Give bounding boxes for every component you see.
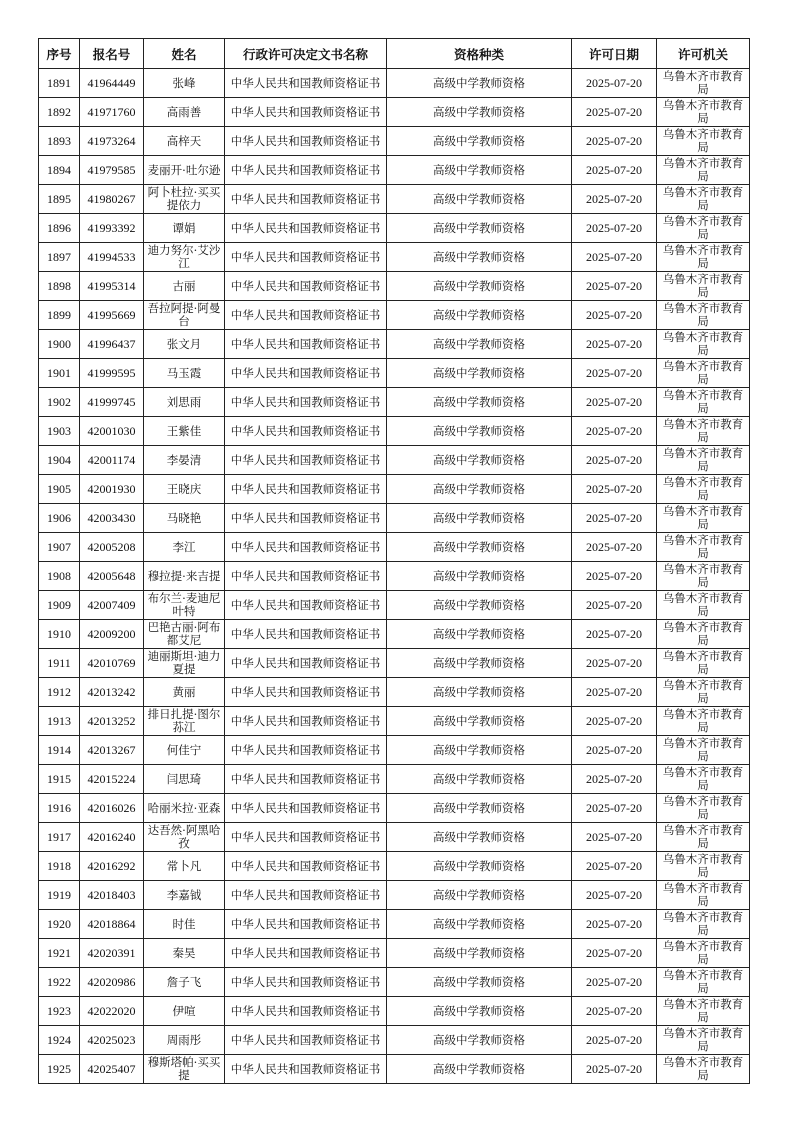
header-name: 姓名: [144, 39, 225, 69]
cell-index: 1920: [39, 910, 80, 939]
cell-index: 1905: [39, 475, 80, 504]
cell-license-authority: 乌鲁木齐市教育局: [657, 301, 750, 330]
cell-license-authority: 乌鲁木齐市教育局: [657, 649, 750, 678]
cell-index: 1900: [39, 330, 80, 359]
header-qualification-type: 资格种类: [387, 39, 572, 69]
cell-registration-number: 41973264: [80, 127, 144, 156]
cell-registration-number: 42007409: [80, 591, 144, 620]
cell-name: 周雨彤: [144, 1026, 225, 1055]
cell-qualification-type: 高级中学教师资格: [387, 185, 572, 214]
cell-qualification-type: 高级中学教师资格: [387, 620, 572, 649]
cell-license-date: 2025-07-20: [572, 243, 657, 272]
cell-license-authority: 乌鲁木齐市教育局: [657, 69, 750, 98]
cell-index: 1908: [39, 562, 80, 591]
cell-qualification-type: 高级中学教师资格: [387, 301, 572, 330]
table-body: [39, 69, 750, 1084]
cell-index: 1914: [39, 736, 80, 765]
table-header-row: [39, 39, 750, 69]
cell-name: 伊喧: [144, 997, 225, 1026]
cell-qualification-type: 高级中学教师资格: [387, 881, 572, 910]
cell-index: 1892: [39, 98, 80, 127]
cell-name: 巴艳古丽·阿布都艾尼: [144, 620, 225, 649]
cell-license-date: 2025-07-20: [572, 910, 657, 939]
cell-license-date: 2025-07-20: [572, 185, 657, 214]
table-row: [39, 707, 750, 736]
cell-name: 谭娟: [144, 214, 225, 243]
cell-index: 1911: [39, 649, 80, 678]
cell-license-date: 2025-07-20: [572, 446, 657, 475]
cell-index: 1899: [39, 301, 80, 330]
cell-index: 1921: [39, 939, 80, 968]
cell-qualification-type: 高级中学教师资格: [387, 997, 572, 1026]
cell-license-date: 2025-07-20: [572, 968, 657, 997]
table-row: [39, 939, 750, 968]
cell-registration-number: 42018864: [80, 910, 144, 939]
cell-qualification-type: 高级中学教师资格: [387, 1055, 572, 1084]
table-row: [39, 852, 750, 881]
cell-document-name: 中华人民共和国教师资格证书: [225, 446, 387, 475]
cell-license-date: 2025-07-20: [572, 156, 657, 185]
table-row: [39, 504, 750, 533]
cell-qualification-type: 高级中学教师资格: [387, 69, 572, 98]
cell-qualification-type: 高级中学教师资格: [387, 852, 572, 881]
cell-name: 王晓庆: [144, 475, 225, 504]
table-row: [39, 533, 750, 562]
cell-license-date: 2025-07-20: [572, 330, 657, 359]
cell-license-authority: 乌鲁木齐市教育局: [657, 765, 750, 794]
cell-document-name: 中华人民共和国教师资格证书: [225, 417, 387, 446]
table-row: [39, 794, 750, 823]
cell-index: 1910: [39, 620, 80, 649]
cell-qualification-type: 高级中学教师资格: [387, 446, 572, 475]
table-row: [39, 127, 750, 156]
cell-qualification-type: 高级中学教师资格: [387, 475, 572, 504]
cell-registration-number: 41995669: [80, 301, 144, 330]
cell-license-authority: 乌鲁木齐市教育局: [657, 156, 750, 185]
cell-name: 迪力努尔·艾沙江: [144, 243, 225, 272]
cell-document-name: 中华人民共和国教师资格证书: [225, 1055, 387, 1084]
cell-index: 1923: [39, 997, 80, 1026]
cell-document-name: 中华人民共和国教师资格证书: [225, 359, 387, 388]
cell-index: 1893: [39, 127, 80, 156]
table-row: [39, 678, 750, 707]
table-row: [39, 968, 750, 997]
cell-document-name: 中华人民共和国教师资格证书: [225, 214, 387, 243]
table-row: [39, 881, 750, 910]
cell-document-name: 中华人民共和国教师资格证书: [225, 852, 387, 881]
cell-license-date: 2025-07-20: [572, 214, 657, 243]
cell-registration-number: 41980267: [80, 185, 144, 214]
cell-index: 1922: [39, 968, 80, 997]
cell-document-name: 中华人民共和国教师资格证书: [225, 997, 387, 1026]
cell-index: 1898: [39, 272, 80, 301]
cell-document-name: 中华人民共和国教师资格证书: [225, 475, 387, 504]
cell-qualification-type: 高级中学教师资格: [387, 272, 572, 301]
cell-registration-number: 41999745: [80, 388, 144, 417]
cell-name: 马玉霞: [144, 359, 225, 388]
cell-qualification-type: 高级中学教师资格: [387, 504, 572, 533]
cell-license-authority: 乌鲁木齐市教育局: [657, 562, 750, 591]
cell-document-name: 中华人民共和国教师资格证书: [225, 794, 387, 823]
cell-license-date: 2025-07-20: [572, 678, 657, 707]
cell-license-date: 2025-07-20: [572, 707, 657, 736]
cell-document-name: 中华人民共和国教师资格证书: [225, 301, 387, 330]
cell-registration-number: 42013242: [80, 678, 144, 707]
cell-document-name: 中华人民共和国教师资格证书: [225, 939, 387, 968]
cell-document-name: 中华人民共和国教师资格证书: [225, 620, 387, 649]
table-row: [39, 359, 750, 388]
cell-registration-number: 42025023: [80, 1026, 144, 1055]
cell-qualification-type: 高级中学教师资格: [387, 98, 572, 127]
cell-registration-number: 42025407: [80, 1055, 144, 1084]
table-row: [39, 591, 750, 620]
cell-document-name: 中华人民共和国教师资格证书: [225, 678, 387, 707]
cell-index: 1894: [39, 156, 80, 185]
cell-registration-number: 41999595: [80, 359, 144, 388]
cell-license-date: 2025-07-20: [572, 98, 657, 127]
cell-name: 秦昊: [144, 939, 225, 968]
cell-license-date: 2025-07-20: [572, 127, 657, 156]
cell-registration-number: 42016240: [80, 823, 144, 852]
cell-name: 布尔兰·麦迪尼叶特: [144, 591, 225, 620]
table-row: [39, 446, 750, 475]
cell-document-name: 中华人民共和国教师资格证书: [225, 591, 387, 620]
cell-license-authority: 乌鲁木齐市教育局: [657, 707, 750, 736]
cell-qualification-type: 高级中学教师资格: [387, 765, 572, 794]
cell-index: 1916: [39, 794, 80, 823]
cell-license-date: 2025-07-20: [572, 794, 657, 823]
cell-index: 1902: [39, 388, 80, 417]
cell-license-authority: 乌鲁木齐市教育局: [657, 330, 750, 359]
cell-license-authority: 乌鲁木齐市教育局: [657, 823, 750, 852]
cell-license-authority: 乌鲁木齐市教育局: [657, 272, 750, 301]
cell-index: 1913: [39, 707, 80, 736]
cell-name: 哈丽米拉·亚森: [144, 794, 225, 823]
cell-license-date: 2025-07-20: [572, 939, 657, 968]
table-row: [39, 156, 750, 185]
cell-document-name: 中华人民共和国教师资格证书: [225, 765, 387, 794]
cell-registration-number: 41996437: [80, 330, 144, 359]
cell-license-date: 2025-07-20: [572, 562, 657, 591]
cell-name: 麦丽开·吐尔逊: [144, 156, 225, 185]
cell-license-date: 2025-07-20: [572, 852, 657, 881]
table-row: [39, 388, 750, 417]
cell-qualification-type: 高级中学教师资格: [387, 533, 572, 562]
cell-registration-number: 42016026: [80, 794, 144, 823]
cell-index: 1909: [39, 591, 80, 620]
cell-registration-number: 42005208: [80, 533, 144, 562]
cell-document-name: 中华人民共和国教师资格证书: [225, 823, 387, 852]
cell-document-name: 中华人民共和国教师资格证书: [225, 707, 387, 736]
cell-document-name: 中华人民共和国教师资格证书: [225, 185, 387, 214]
cell-license-authority: 乌鲁木齐市教育局: [657, 446, 750, 475]
cell-registration-number: 41994533: [80, 243, 144, 272]
cell-registration-number: 41979585: [80, 156, 144, 185]
cell-index: 1903: [39, 417, 80, 446]
cell-qualification-type: 高级中学教师资格: [387, 736, 572, 765]
cell-license-date: 2025-07-20: [572, 417, 657, 446]
cell-license-date: 2025-07-20: [572, 823, 657, 852]
cell-qualification-type: 高级中学教师资格: [387, 330, 572, 359]
cell-name: 李江: [144, 533, 225, 562]
cell-registration-number: 42005648: [80, 562, 144, 591]
cell-license-date: 2025-07-20: [572, 504, 657, 533]
cell-index: 1912: [39, 678, 80, 707]
table-row: [39, 1026, 750, 1055]
cell-license-date: 2025-07-20: [572, 388, 657, 417]
cell-qualification-type: 高级中学教师资格: [387, 388, 572, 417]
cell-name: 詹子飞: [144, 968, 225, 997]
cell-registration-number: 41971760: [80, 98, 144, 127]
cell-index: 1906: [39, 504, 80, 533]
table-row: [39, 69, 750, 98]
cell-registration-number: 41995314: [80, 272, 144, 301]
cell-license-authority: 乌鲁木齐市教育局: [657, 127, 750, 156]
cell-registration-number: 42018403: [80, 881, 144, 910]
cell-name: 常卜凡: [144, 852, 225, 881]
cell-name: 张文月: [144, 330, 225, 359]
table-row: [39, 1055, 750, 1084]
cell-name: 高梓天: [144, 127, 225, 156]
cell-license-authority: 乌鲁木齐市教育局: [657, 910, 750, 939]
cell-index: 1901: [39, 359, 80, 388]
cell-license-authority: 乌鲁木齐市教育局: [657, 997, 750, 1026]
cell-qualification-type: 高级中学教师资格: [387, 707, 572, 736]
cell-registration-number: 42001930: [80, 475, 144, 504]
cell-license-date: 2025-07-20: [572, 533, 657, 562]
header-index: 序号: [39, 39, 80, 69]
cell-license-authority: 乌鲁木齐市教育局: [657, 475, 750, 504]
cell-name: 排日扎提·图尔荪江: [144, 707, 225, 736]
license-table: [38, 38, 750, 1084]
cell-document-name: 中华人民共和国教师资格证书: [225, 69, 387, 98]
cell-license-date: 2025-07-20: [572, 475, 657, 504]
cell-name: 闫思琦: [144, 765, 225, 794]
cell-qualification-type: 高级中学教师资格: [387, 127, 572, 156]
cell-license-date: 2025-07-20: [572, 1026, 657, 1055]
table-row: [39, 98, 750, 127]
cell-license-authority: 乌鲁木齐市教育局: [657, 359, 750, 388]
cell-registration-number: 41964449: [80, 69, 144, 98]
cell-name: 王紫佳: [144, 417, 225, 446]
table-row: [39, 649, 750, 678]
cell-index: 1925: [39, 1055, 80, 1084]
cell-name: 达吾然·阿黑哈孜: [144, 823, 225, 852]
cell-document-name: 中华人民共和国教师资格证书: [225, 649, 387, 678]
header-license-authority: 许可机关: [657, 39, 750, 69]
cell-document-name: 中华人民共和国教师资格证书: [225, 881, 387, 910]
document-page: [38, 38, 749, 1084]
cell-license-date: 2025-07-20: [572, 765, 657, 794]
cell-document-name: 中华人民共和国教师资格证书: [225, 156, 387, 185]
cell-license-authority: 乌鲁木齐市教育局: [657, 1055, 750, 1084]
cell-registration-number: 42010769: [80, 649, 144, 678]
table-row: [39, 823, 750, 852]
cell-license-authority: 乌鲁木齐市教育局: [657, 939, 750, 968]
cell-license-authority: 乌鲁木齐市教育局: [657, 852, 750, 881]
cell-license-authority: 乌鲁木齐市教育局: [657, 620, 750, 649]
cell-registration-number: 42013267: [80, 736, 144, 765]
cell-document-name: 中华人民共和国教师资格证书: [225, 243, 387, 272]
table-row: [39, 272, 750, 301]
table-row: [39, 736, 750, 765]
table-row: [39, 417, 750, 446]
cell-document-name: 中华人民共和国教师资格证书: [225, 533, 387, 562]
cell-name: 穆斯塔帕·买买提: [144, 1055, 225, 1084]
cell-index: 1904: [39, 446, 80, 475]
cell-registration-number: 42001030: [80, 417, 144, 446]
cell-registration-number: 42009200: [80, 620, 144, 649]
table-row: [39, 243, 750, 272]
table-row: [39, 765, 750, 794]
cell-qualification-type: 高级中学教师资格: [387, 968, 572, 997]
cell-name: 穆拉提·来吉提: [144, 562, 225, 591]
cell-qualification-type: 高级中学教师资格: [387, 243, 572, 272]
cell-index: 1918: [39, 852, 80, 881]
cell-document-name: 中华人民共和国教师资格证书: [225, 127, 387, 156]
cell-document-name: 中华人民共和国教师资格证书: [225, 330, 387, 359]
header-document-name: 行政许可决定文书名称: [225, 39, 387, 69]
cell-name: 黄丽: [144, 678, 225, 707]
cell-document-name: 中华人民共和国教师资格证书: [225, 562, 387, 591]
cell-document-name: 中华人民共和国教师资格证书: [225, 272, 387, 301]
cell-registration-number: 42001174: [80, 446, 144, 475]
cell-qualification-type: 高级中学教师资格: [387, 910, 572, 939]
cell-index: 1897: [39, 243, 80, 272]
cell-name: 李晏清: [144, 446, 225, 475]
cell-index: 1917: [39, 823, 80, 852]
cell-index: 1891: [39, 69, 80, 98]
cell-name: 时佳: [144, 910, 225, 939]
cell-qualification-type: 高级中学教师资格: [387, 939, 572, 968]
cell-qualification-type: 高级中学教师资格: [387, 417, 572, 446]
cell-license-date: 2025-07-20: [572, 359, 657, 388]
table-row: [39, 475, 750, 504]
cell-document-name: 中华人民共和国教师资格证书: [225, 388, 387, 417]
cell-name: 迪丽斯坦·迪力夏提: [144, 649, 225, 678]
table-row: [39, 620, 750, 649]
cell-document-name: 中华人民共和国教师资格证书: [225, 98, 387, 127]
cell-qualification-type: 高级中学教师资格: [387, 823, 572, 852]
cell-license-date: 2025-07-20: [572, 997, 657, 1026]
cell-index: 1924: [39, 1026, 80, 1055]
cell-index: 1919: [39, 881, 80, 910]
cell-qualification-type: 高级中学教师资格: [387, 214, 572, 243]
cell-registration-number: 41993392: [80, 214, 144, 243]
cell-license-authority: 乌鲁木齐市教育局: [657, 417, 750, 446]
cell-license-date: 2025-07-20: [572, 272, 657, 301]
table-row: [39, 185, 750, 214]
cell-name: 李嘉钺: [144, 881, 225, 910]
cell-qualification-type: 高级中学教师资格: [387, 562, 572, 591]
cell-license-authority: 乌鲁木齐市教育局: [657, 794, 750, 823]
cell-license-authority: 乌鲁木齐市教育局: [657, 1026, 750, 1055]
cell-index: 1895: [39, 185, 80, 214]
cell-name: 刘思雨: [144, 388, 225, 417]
cell-license-authority: 乌鲁木齐市教育局: [657, 214, 750, 243]
cell-name: 吾拉阿提·阿曼台: [144, 301, 225, 330]
header-registration-number: 报名号: [80, 39, 144, 69]
cell-qualification-type: 高级中学教师资格: [387, 1026, 572, 1055]
cell-qualification-type: 高级中学教师资格: [387, 678, 572, 707]
table-row: [39, 910, 750, 939]
cell-license-authority: 乌鲁木齐市教育局: [657, 881, 750, 910]
cell-qualification-type: 高级中学教师资格: [387, 359, 572, 388]
cell-license-authority: 乌鲁木齐市教育局: [657, 533, 750, 562]
cell-registration-number: 42015224: [80, 765, 144, 794]
cell-document-name: 中华人民共和国教师资格证书: [225, 504, 387, 533]
cell-qualification-type: 高级中学教师资格: [387, 794, 572, 823]
cell-license-date: 2025-07-20: [572, 736, 657, 765]
cell-registration-number: 42020986: [80, 968, 144, 997]
cell-name: 何佳宁: [144, 736, 225, 765]
cell-document-name: 中华人民共和国教师资格证书: [225, 910, 387, 939]
cell-qualification-type: 高级中学教师资格: [387, 156, 572, 185]
cell-license-date: 2025-07-20: [572, 620, 657, 649]
cell-license-date: 2025-07-20: [572, 881, 657, 910]
cell-name: 马晓艳: [144, 504, 225, 533]
table-row: [39, 330, 750, 359]
cell-license-authority: 乌鲁木齐市教育局: [657, 98, 750, 127]
cell-license-authority: 乌鲁木齐市教育局: [657, 591, 750, 620]
cell-registration-number: 42020391: [80, 939, 144, 968]
table-row: [39, 214, 750, 243]
cell-license-authority: 乌鲁木齐市教育局: [657, 678, 750, 707]
cell-index: 1915: [39, 765, 80, 794]
cell-document-name: 中华人民共和国教师资格证书: [225, 1026, 387, 1055]
cell-license-authority: 乌鲁木齐市教育局: [657, 388, 750, 417]
cell-registration-number: 42013252: [80, 707, 144, 736]
cell-license-authority: 乌鲁木齐市教育局: [657, 243, 750, 272]
cell-document-name: 中华人民共和国教师资格证书: [225, 968, 387, 997]
header-license-date: 许可日期: [572, 39, 657, 69]
cell-license-authority: 乌鲁木齐市教育局: [657, 968, 750, 997]
cell-index: 1896: [39, 214, 80, 243]
cell-license-date: 2025-07-20: [572, 69, 657, 98]
cell-name: 阿卜杜拉·买买提依力: [144, 185, 225, 214]
cell-license-date: 2025-07-20: [572, 591, 657, 620]
cell-license-date: 2025-07-20: [572, 1055, 657, 1084]
cell-name: 古丽: [144, 272, 225, 301]
cell-qualification-type: 高级中学教师资格: [387, 649, 572, 678]
cell-license-authority: 乌鲁木齐市教育局: [657, 736, 750, 765]
cell-registration-number: 42003430: [80, 504, 144, 533]
table-row: [39, 301, 750, 330]
table-row: [39, 562, 750, 591]
cell-name: 高雨善: [144, 98, 225, 127]
cell-index: 1907: [39, 533, 80, 562]
cell-license-authority: 乌鲁木齐市教育局: [657, 185, 750, 214]
cell-license-date: 2025-07-20: [572, 649, 657, 678]
cell-name: 张峰: [144, 69, 225, 98]
cell-license-date: 2025-07-20: [572, 301, 657, 330]
cell-license-authority: 乌鲁木齐市教育局: [657, 504, 750, 533]
cell-registration-number: 42016292: [80, 852, 144, 881]
table-row: [39, 997, 750, 1026]
cell-qualification-type: 高级中学教师资格: [387, 591, 572, 620]
cell-registration-number: 42022020: [80, 997, 144, 1026]
cell-document-name: 中华人民共和国教师资格证书: [225, 736, 387, 765]
